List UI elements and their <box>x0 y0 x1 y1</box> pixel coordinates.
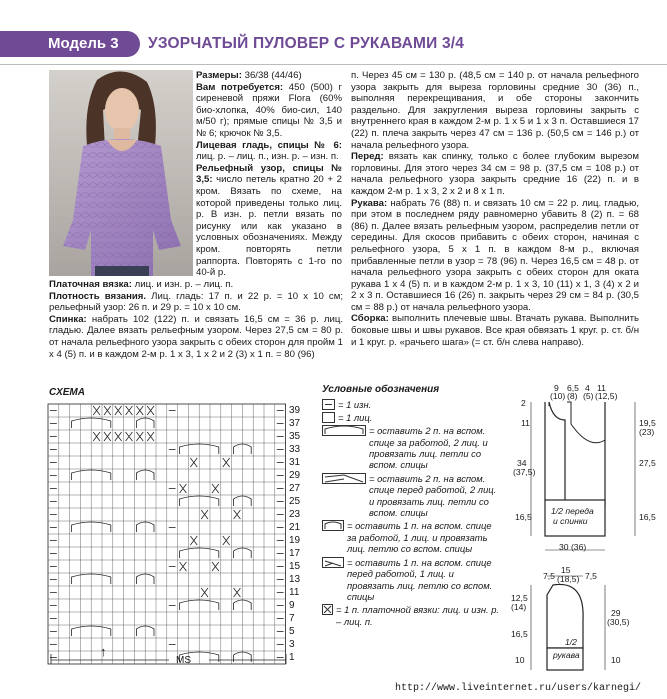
sleeve-dim-top-75: 7,5 <box>543 571 555 581</box>
sleeve-dim-right-305: (30,5) <box>607 617 630 627</box>
sleeve-dim-top-75b: 7,5 <box>585 571 597 581</box>
row-number: 13 <box>289 574 301 585</box>
row-number: 23 <box>289 509 301 520</box>
dim-top-3: 4 <box>585 383 590 393</box>
row-number: 31 <box>289 457 301 468</box>
sleeves-para: Рукава: набрать 76 (88) п. и связать 10 см = 22 р. лиц. гладью, при этом в последнем ряду равномерно убавить 8 (2) п. = 68 (86) п. Далее вязать рельефным узором, распределив петли от середины. Для скосов прибавить с обеих сторон, начиная с рельефного узора, 5 х 1 п. в каждом 8-м р., включая прибавленные петли в узор = 78 (96) п. Через 16,5 см = 48 р. от начала рельефного узора закрыть с обеих сторон для оката рукава 1 х 4 (5) п. и в каждом 2-м р. 1 х 3, 10 (11) х 1, 3 (4) х 2 и 2 х 3 п. Оставшиеся 16 (26) п. закрыть через 29 см = 84 р. (30,5 см = 88 р.) от начала рельефного узора. <box>351 197 639 313</box>
dim-right-165: 16,5 <box>639 512 656 522</box>
row-number: 1 <box>289 652 295 663</box>
sleeve-label-2: рукава <box>553 650 580 660</box>
materials-para: Вам потребуется: 450 (500) г сиреневой пряжи Flora (60% био-хлопка, 40% био-сил, 140 м/50 г); прямые спицы № 3,5 и № 6; крючок № 3,5. <box>196 81 342 139</box>
dim-left-34b: (37,5) <box>513 467 536 477</box>
relief-pattern-para: Рельефный узор, спицы № 3,5: число петель кратно 20 + 2 кром. Вязать по схеме, на которой приведены только лиц. р. В изн. р. петли вязать по рисунку или как указано в условных обозначениях. Между кром. повторять петли раппорта. Повторять с 1-го по 40-й р. <box>196 162 342 279</box>
chart-title: СХЕМА <box>49 387 85 398</box>
sleeve-dim-top-185: (18,5) <box>557 574 580 584</box>
stockinette-para: Лицевая гладь, спицы № 6: лиц. р. – лиц. п., изн. р. – изн. п. <box>196 139 342 163</box>
dim-top-3b: (5) <box>583 391 594 401</box>
legend-item-garter: = 1 п. платочной вязки: лиц. и изн. р. – лиц. п. <box>322 604 502 627</box>
row-number: 25 <box>289 496 301 507</box>
row-number: 29 <box>289 470 301 481</box>
row-number: 33 <box>289 444 301 455</box>
garment-schematic <box>505 380 665 685</box>
legend-item-cable-front-2: = оставить 2 п. на вспом. спице перед работой, 2 лиц. и провязать лиц. петли со вспом. спицы <box>322 473 502 519</box>
repeat-bracket <box>49 650 289 666</box>
gauge-back-text <box>49 279 343 360</box>
row-number: 11 <box>289 587 300 598</box>
legend-title: Условные обозначения <box>322 384 440 395</box>
dim-bottom-30: 30 (36) <box>559 542 587 552</box>
ms-label: MS <box>176 655 191 666</box>
dim-left-165: 16,5 <box>515 512 532 522</box>
garter-x-icon <box>322 604 333 627</box>
knitting-chart <box>40 400 286 668</box>
chart-grid <box>48 404 286 664</box>
dim-top-4b: (12,5) <box>595 391 618 401</box>
dim-top-4: 11 <box>597 383 606 393</box>
row-number: 37 <box>289 418 301 429</box>
sleeve-dim-top-15: 15 <box>561 565 571 575</box>
purl-symbol-icon <box>322 399 335 410</box>
back-para: Спинка: набрать 102 (122) п. и связать 16,5 см = 36 р. лиц. гладью. Далее вязать рельефным узором. Через 27,5 см = 80 р. от начала рельефного узора закрыть с обеих сторон для пройм 1 х 4 (5) п. и в каждом 2-м р. 1 х 3, 1 х 2 и 2 (3) х 1 п. = 80 (96) <box>49 313 343 360</box>
woman-in-sweater-image <box>49 70 193 276</box>
row-number: 15 <box>289 561 301 572</box>
body-piece-label-2: и спинки <box>553 516 588 526</box>
row-number: 19 <box>289 535 301 546</box>
cross-1x1-front-icon <box>322 557 344 603</box>
sleeve-dim-left-125: 12,5 <box>511 593 528 603</box>
dim-right-275: 27,5 <box>639 458 656 468</box>
dim-left-2: 2 <box>521 398 526 408</box>
source-url: http://www.liveinternet.ru/users/karnegi/ <box>395 683 642 694</box>
cable-2x2-front-icon <box>322 473 366 519</box>
repeat-start-arrow: ↑ <box>100 644 107 659</box>
dim-left-34: 34 <box>517 458 527 468</box>
back-continued-para: п. Через 45 см = 130 р. (48,5 см = 140 р. от начала рельефного узора закрыть для выреза горловины средние 30 (36) п., выполняя перекрещивания, и обе стороны закончить раздельно. Для закругления выреза горловины закрыть с внутреннего края в каждом 2-м р. 1 х 5 и 1 х 3 п. Оставшиеся 17 (22) п. плеча закрыть через 47 см = 136 р. (50,5 см = 146 р.) от начала рельефного узора. <box>351 70 639 151</box>
sleeve-dim-left-14: (14) <box>511 602 527 612</box>
dim-top-1: 9 <box>554 383 559 393</box>
legend <box>322 384 502 628</box>
intro-text <box>196 70 342 279</box>
instructions-text <box>351 70 639 348</box>
knit-symbol-icon <box>322 412 335 423</box>
page-title: УЗОРЧАТЫЙ ПУЛОВЕР С РУКАВАМИ 3/4 <box>148 35 465 52</box>
legend-item-knit: = 1 лиц. <box>322 412 502 423</box>
row-number: 39 <box>289 405 301 416</box>
sleeve-dim-right-10: 10 <box>611 655 621 665</box>
cross-1x1-back-icon <box>322 520 344 554</box>
dim-top-2b: (8) <box>567 391 578 401</box>
legend-item-cross-back-1: = оставить 1 п. на вспом. спице за работой, 1 лиц. и провязать лиц. петлю со вспом. спицы <box>322 520 502 554</box>
model-number-tab: Модель 3 <box>36 31 140 57</box>
dim-left-11: 11 <box>521 418 530 428</box>
dim-top-2: 6,5 <box>567 383 579 393</box>
legend-item-cross-front-1: = оставить 1 п. на вспом. спице перед работой, 1 лиц. и провязать лиц. петлю со вспом. спицы <box>322 557 502 603</box>
row-number: 7 <box>289 613 295 624</box>
model-photo <box>49 70 193 276</box>
gauge-para: Плотность вязания. Лиц. гладь: 17 п. и 22 р. = 10 х 10 см; рельефный узор: 26 п. и 29 р. = 10 х 10 см. <box>49 290 343 314</box>
row-number: 17 <box>289 548 301 559</box>
sleeve-label-1: 1/2 <box>565 637 577 647</box>
dim-right-195: 19,5 <box>639 418 656 428</box>
sleeve-dim-left-165: 16,5 <box>511 629 528 639</box>
row-number: 35 <box>289 431 301 442</box>
cable-2x2-back-icon <box>322 425 366 471</box>
row-number: 21 <box>289 522 301 533</box>
row-numbers <box>289 404 313 664</box>
sizes-para: Размеры: 36/38 (44/46) <box>196 70 302 81</box>
sleeve-dim-left-10: 10 <box>515 655 525 665</box>
legend-item-cable-back-2: = оставить 2 п. на вспом. спице за работой, 2 лиц. и провязать лиц. петли со вспом. спицы <box>322 425 502 471</box>
row-number: 5 <box>289 626 295 637</box>
sleeve-dim-right-29: 29 <box>611 608 621 618</box>
row-number: 3 <box>289 639 295 650</box>
dim-top-1b: (10) <box>550 391 566 401</box>
garter-para: Платочная вязка: лиц. и изн. р. – лиц. п. <box>49 279 234 290</box>
header-divider <box>0 64 667 65</box>
legend-item-purl: = 1 изн. <box>322 399 502 410</box>
body-piece-label-1: 1/2 переда <box>551 506 594 516</box>
dim-right-23: (23) <box>639 427 655 437</box>
row-number: 9 <box>289 600 295 611</box>
assembly-para: Сборка: выполнить плечевые швы. Втачать рукава. Выполнить боковые швы и швы рукавов. Все края обвязать 1 круг. р. ст. б/н и 1 круг. р. «рачьего шага» (= ст. б/н слева направо). <box>351 313 639 348</box>
front-para: Перед: вязать как спинку, только с более глубоким вырезом горловины. Для этого через 34 см = 98 р. (37,5 см = 108 р.) от начала рельефного узора закрыть средние 16 (22) п. и в каждом 2-м р. 1 х 3, 2 х 2 и 8 х 1 п. <box>351 151 639 197</box>
row-number: 27 <box>289 483 301 494</box>
